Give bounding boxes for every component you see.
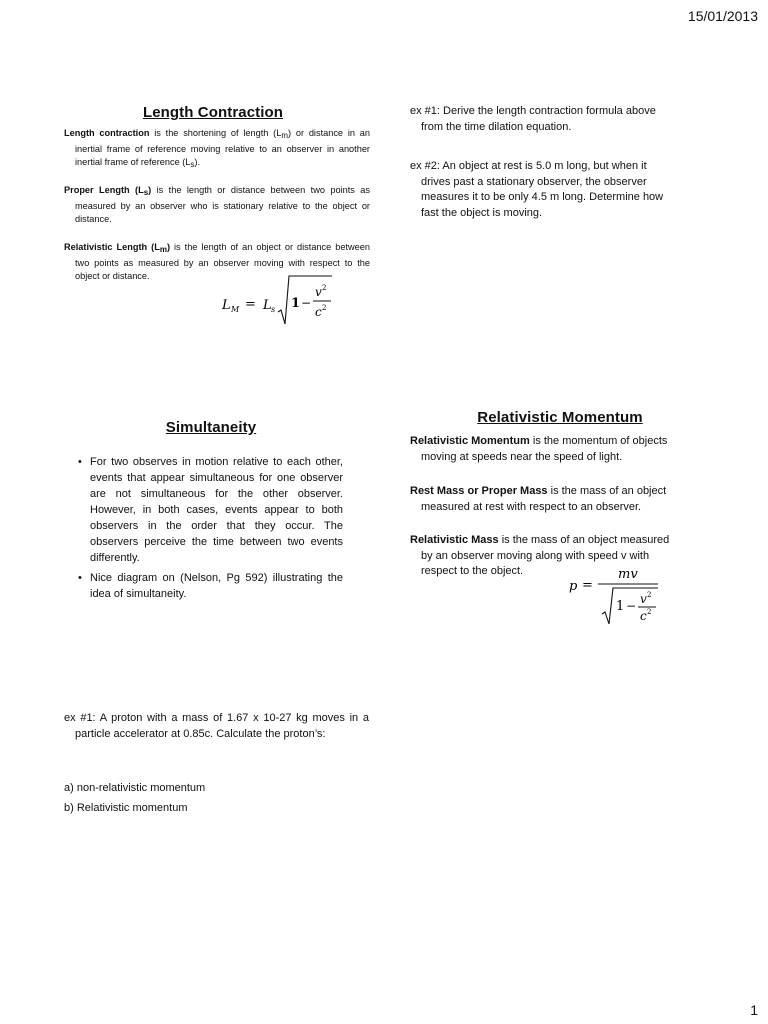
svg-text:L: L bbox=[263, 298, 272, 313]
svg-text:c: c bbox=[640, 609, 647, 623]
svg-text:2: 2 bbox=[322, 284, 327, 292]
svg-text:2: 2 bbox=[647, 608, 652, 616]
svg-text:s: s bbox=[271, 305, 276, 314]
svg-text:2: 2 bbox=[322, 304, 327, 312]
svg-text:1: 1 bbox=[616, 599, 625, 614]
svg-text:mv: mv bbox=[618, 567, 638, 582]
length-example-2: ex #2: An object at rest is 5.0 m long, but when it drives past a stationary observer, the observer measures it to be only 4.5 m long. Determine how fast the object is moving. bbox=[410, 160, 664, 219]
proton-example-part-a: a) non-relativistic momentum bbox=[64, 782, 206, 794]
slide-date: 15/01/2013 bbox=[687, 8, 758, 24]
simultaneity-bullets bbox=[64, 454, 343, 606]
bullet-item: • Nice diagram on (Nelson, Pg 592) illustrating the idea of simultaneity. bbox=[78, 572, 343, 600]
length-contraction-formula bbox=[218, 270, 338, 328]
proton-example-part-b: b) Relativistic momentum bbox=[64, 802, 188, 814]
svg-text:M: M bbox=[231, 305, 240, 314]
proper-length-definition: Proper Length (Ls) is the length or distance between two points as measured by an observer who is stationary relative to the object or distance. bbox=[64, 185, 370, 224]
svg-text:2: 2 bbox=[647, 591, 652, 599]
svg-text:=: = bbox=[582, 578, 593, 593]
length-contraction-definition: Length contraction is the shortening of length (Lm) or distance in an inertial frame of reference moving relative to an observer in another inertial frame of reference (Ls). bbox=[64, 128, 370, 169]
simultaneity-title: Simultaneity bbox=[165, 419, 257, 436]
svg-text:p: p bbox=[569, 579, 578, 594]
relativistic-momentum-formula bbox=[566, 562, 666, 628]
page-number: 1 bbox=[750, 1002, 758, 1018]
rest-mass-definition: Rest Mass or Proper Mass is the mass of an object measured at rest with respect to an observer. bbox=[410, 485, 667, 513]
length-contraction-title: Length Contraction bbox=[142, 104, 284, 121]
svg-text:1: 1 bbox=[291, 296, 301, 311]
svg-text:−: − bbox=[301, 296, 312, 310]
svg-text:−: − bbox=[626, 599, 637, 613]
relativistic-length-definition: Relativistic Length (Lm) is the length of an object or distance between two points as measured by an observer moving with respect to the object or distance. bbox=[64, 242, 370, 281]
svg-text:c: c bbox=[315, 305, 322, 319]
bullet-item: • For two observes in motion relative to each other, events that appear simultaneous for one observer are not simultaneous for the other observer. However, in both cases, events appear to both observers in the order that they occur. The observers perceive the time between two events differently. bbox=[78, 456, 343, 564]
svg-text:v: v bbox=[640, 592, 647, 606]
length-example-1: ex #1: Derive the length contraction formula above from the time dilation equation. bbox=[410, 105, 656, 133]
svg-text:v: v bbox=[315, 285, 322, 299]
relativistic-momentum-title: Relativistic Momentum bbox=[477, 409, 643, 426]
relativistic-mass-definition: Relativistic Mass is the mass of an object measured by an observer moving along with speed v with respect to the object. bbox=[410, 534, 670, 578]
svg-text:=: = bbox=[245, 297, 256, 312]
proton-example: ex #1: A proton with a mass of 1.67 x 10-27 kg moves in a particle accelerator at 0.85c. Calculate the proton’s: bbox=[64, 712, 369, 740]
svg-text:L: L bbox=[222, 298, 231, 313]
relativistic-momentum-definition: Relativistic Momentum is the momentum of objects moving at speeds near the speed of light. bbox=[410, 435, 668, 463]
